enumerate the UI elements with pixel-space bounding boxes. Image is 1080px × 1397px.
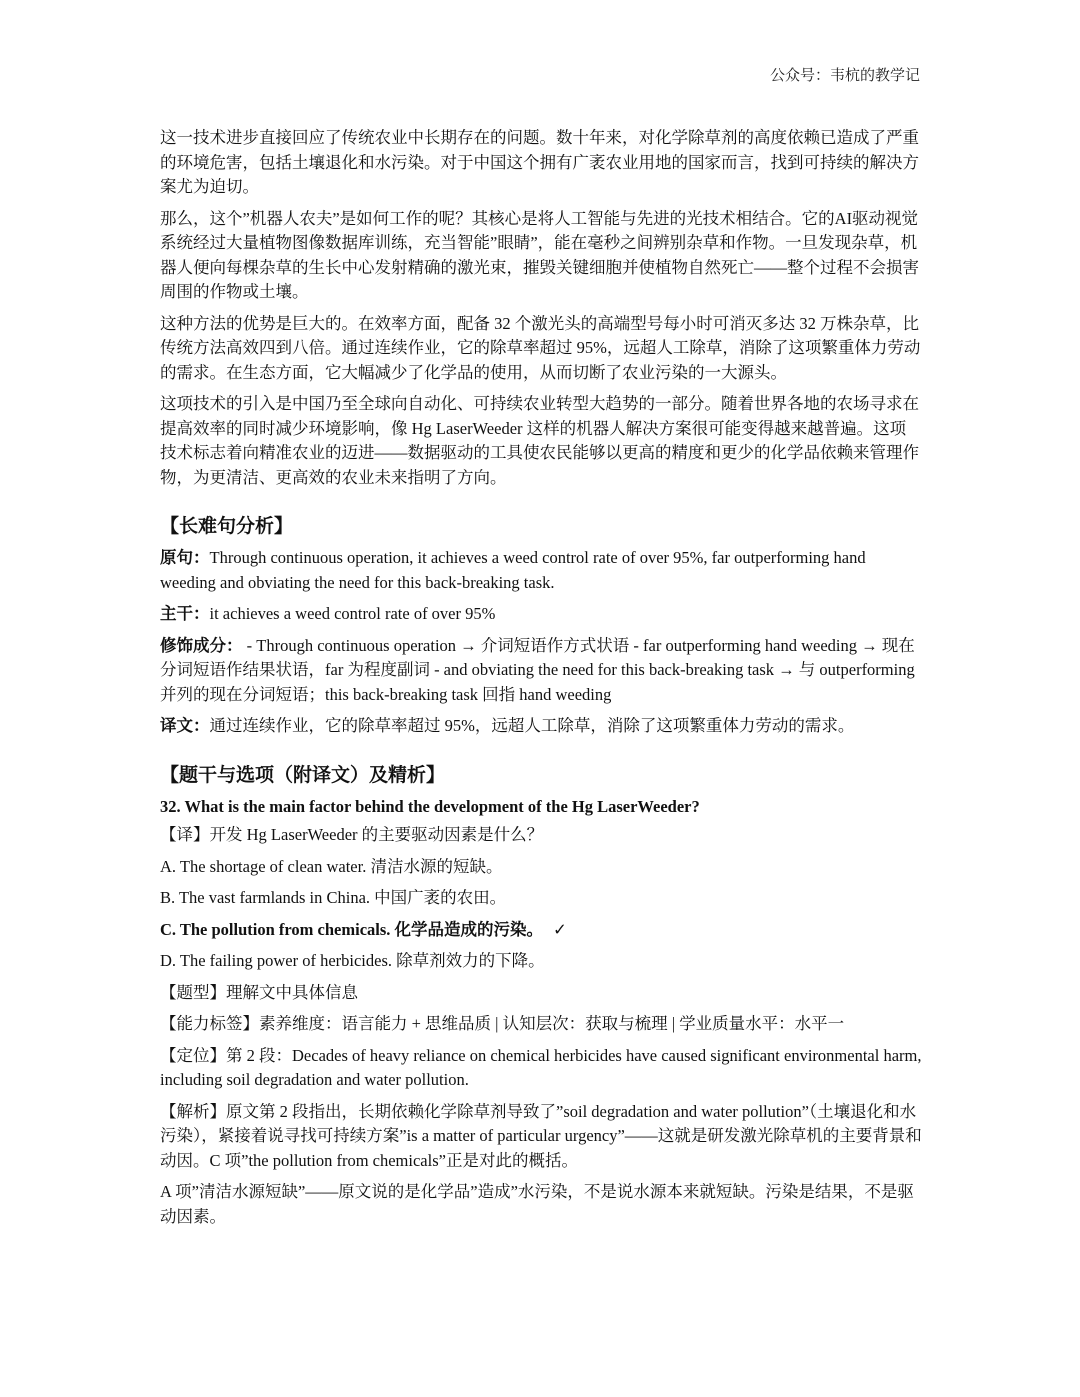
trunk-label: 主干： (160, 604, 210, 623)
option-a: A. The shortage of clean water. 清洁水源的短缺。 (160, 856, 503, 876)
modifier-label: 修饰成分： (160, 635, 243, 655)
option-a-analysis: A 项”清洁水源短缺”——原文说的是化学品”造成”水污染，不是说水源本来就短缺。污染是结果，不是驱动因素。 (160, 1182, 914, 1226)
question-heading: 【题干与选项（附译文）及精析】 (160, 763, 446, 786)
location: 【定位】第 2 段：Decades of heavy reliance on chemical herbicides have caused significant environmental harm, including soil degradation and water pollution. (160, 1045, 922, 1089)
paragraph: 这一技术进步直接回应了传统农业中长期存在的问题。数十年来，对化学除草剂的高度依赖已造成了严重的环境危害，包括土壤退化和水污染。对于中国这个拥有广袤农业用地的国家而言，找到可持续的解决方案尤为迫切。 (160, 128, 919, 196)
modifier-text: - Through continuous operation → 介词短语作方式状语 - far outperforming hand weeding → 现在分词短语作结果状语，far 为程度副词 - and obviating the need for this back-breaking task → 与 outperforming 并列的现在分词短语；this back-breaking task 回指 hand weeding (160, 635, 915, 704)
paragraph: 那么，这个”机器人农夫”是如何工作的呢？其核心是将人工智能与先进的光技术相结合。它的AI驱动视觉系统经过大量植物图像数据库训练，充当智能”眼睛”，能在毫秒之间辨别杂草和作物。一旦发现杂草，机器人便向每棵杂草的生长中心发射精确的激光束，摧毁关键细胞并使植物自然死亡——整个过程不会损害周围的作物或土壤。 (160, 208, 919, 301)
option-c-text: C. The pollution from chemicals. 化学品造成的污染。 (160, 919, 544, 939)
paragraph: 这种方法的优势是巨大的。在效率方面，配备 32 个激光头的高端型号每小时可消灭多达 32 万株杂草，比传统方法高效四到八倍。通过连续作业，它的除草率超过 95%，远超人工除草，消除了这项繁重体力劳动的需求。在生态方面，它大幅减少了化学品的使用，从而切断了农业污染的一大源头。 (160, 313, 921, 382)
option-b: B. The vast farmlands in China. 中国广袤的农田。 (160, 888, 507, 907)
stem-translation: 【译】开发 Hg LaserWeeder 的主要驱动因素是什么？ (160, 825, 544, 844)
option-d: D. The failing power of herbicides. 除草剂效力的下降。 (160, 951, 545, 970)
paragraph: 这项技术的引入是中国乃至全球向自动化、可持续农业转型大趋势的一部分。随着世界各地的农场寻求在提高效率的同时减少环境影响，像 Hg LaserWeeder 这样的机器人解决方案很可能变得越来越普遍。这项技术标志着向精准农业的迈进——数据驱动的工具使农民能够以更高的精度和更少的化学品依赖来管理作物，为更清洁、更高效的农业未来指明了方向。 (160, 394, 919, 487)
option-c (160, 918, 922, 943)
ability-tags: 【能力标签】素养维度：语言能力 + 思维品质 | 认知层次：获取与梳理 | 学业质量水平：水平一 (160, 1014, 845, 1033)
explanation: 【解析】原文第 2 段指出，长期依赖化学除草剂导致了”soil degradation and water pollution”（土壤退化和水污染），紧接着说寻找可持续方案”is a matter of particular urgency”——这就是研发激光除草机的主要背景和动因。C 项”the pollution from chemicals”正是对此的概括。 (160, 1101, 922, 1170)
translation (160, 714, 922, 739)
analysis-heading: 【长难句分析】 (160, 515, 294, 537)
question-stem: 32. What is the main factor behind the development of the Hg LaserWeeder? (160, 796, 700, 816)
account-header: 公众号：韦杭的教学记 (769, 68, 920, 84)
translation-text: 通过连续作业，它的除草率超过 95%，远超人工除草，消除了这项繁重体力劳动的需求。 (209, 716, 855, 735)
modifier-analysis (160, 634, 922, 708)
question-type: 【题型】理解文中具体信息 (160, 982, 358, 1002)
original-label: 原句： (160, 548, 210, 567)
trunk-text: it achieves a weed control rate of over 95% (209, 604, 496, 623)
trunk-sentence (160, 602, 922, 627)
document-body (160, 126, 922, 1236)
translation-label: 译文： (160, 716, 210, 735)
check-icon: ✓ (553, 919, 567, 939)
original-text: Through continuous operation, it achieves a weed control rate of over 95%, far outperforming hand weeding and obviating the need for this back-breaking task. (160, 548, 866, 592)
original-sentence (160, 546, 922, 595)
